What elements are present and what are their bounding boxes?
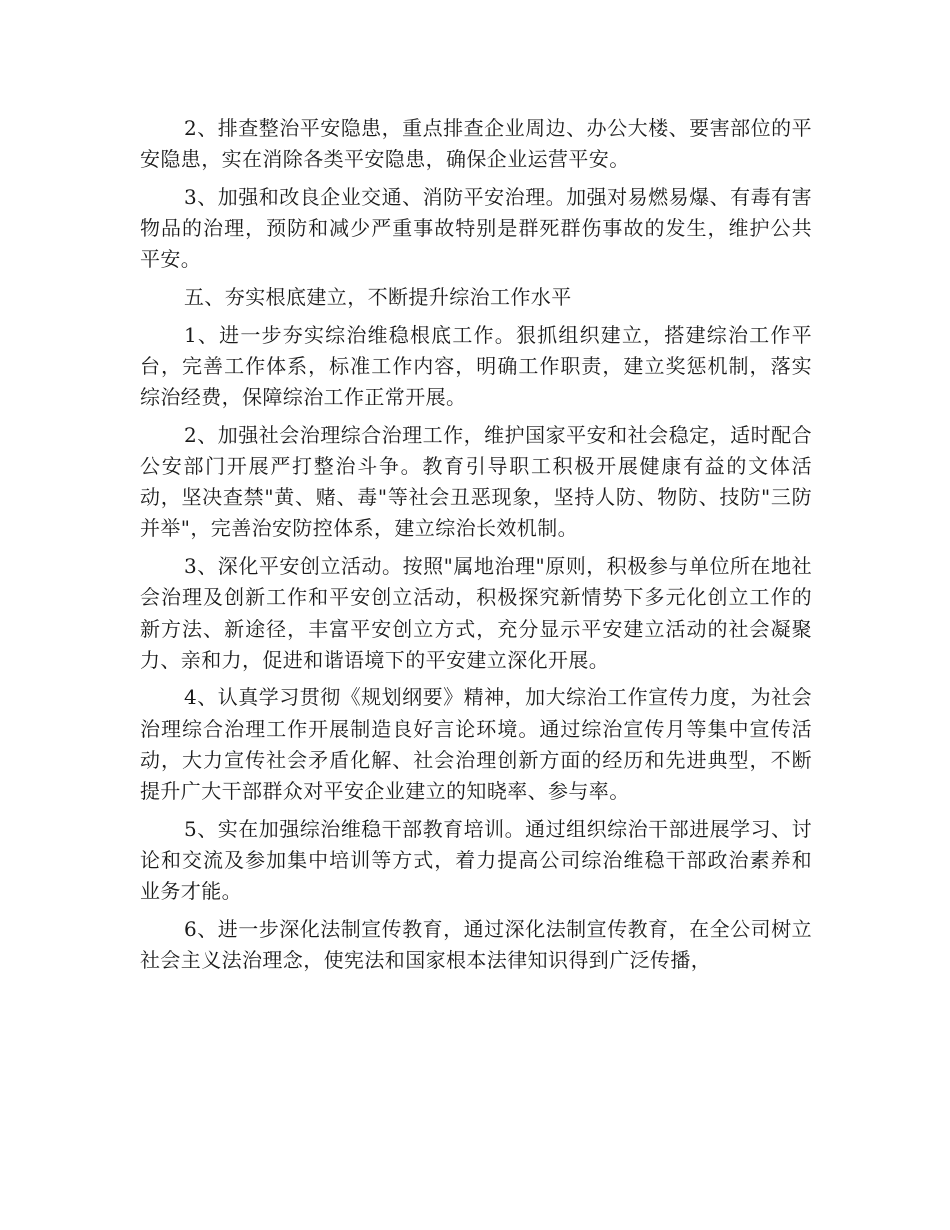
paragraph-item-3-traffic-fire-safety: 3、加强和改良企业交通、消防平安治理。加强对易燃易爆、有毒有害物品的治理，预防和减少严重事故特别是群死群伤事故的发生，维护公共平安。 <box>140 184 812 272</box>
paragraph-item-5-training: 5、实在加强综治维稳干部教育培训。通过组织综治干部进展学习、讨论和交流及参加集中培训等方式，着力提高公司综治维稳干部政治素养和业务才能。 <box>140 816 812 904</box>
paragraph-item-2-social-governance: 2、加强社会治理综合治理工作，维护国家平安和社会稳定，适时配合公安部门开展严打整治斗争。教育引导职工积极开展健康有益的文体活动，坚决查禁"黄、赌、毒"等社会丑恶现象，坚持人防、物防、技防"三防并举"，完善治安防控体系，建立综治长效机制。 <box>140 422 812 541</box>
paragraph-item-4-publicity: 4、认真学习贯彻《规划纲要》精神，加大综治工作宣传力度，为社会治理综合治理工作开展制造良好言论环境。通过综治宣传月等集中宣传活动，大力宣传社会矛盾化解、社会治理创新方面的经历和先进典型，不断提升广大干部群众对平安企业建立的知晓率、参与率。 <box>140 685 812 804</box>
document-page <box>140 113 812 983</box>
paragraph-item-1-foundation-work: 1、进一步夯实综治维稳根底工作。狠抓组织建立，搭建综治工作平台，完善工作体系，标准工作内容，明确工作职责，建立奖惩机制，落实综治经费，保障综治工作正常开展。 <box>140 322 812 410</box>
section-heading-five: 五、夯实根底建立，不断提升综治工作水平 <box>184 285 572 310</box>
paragraph-item-3-safety-creation: 3、深化平安创立活动。按照"属地治理"原则，积极参与单位所在地社会治理及创新工作和平安创立活动，积极探究新情势下多元化创立工作的新方法、新途径，丰富平安创立方式，充分显示平安建立活动的社会凝聚力、亲和力，促进和谐语境下的平安建立深化开展。 <box>140 554 812 672</box>
paragraph-item-2-hazard-check: 2、排查整治平安隐患，重点排查企业周边、办公大楼、要害部位的平安隐患，实在消除各类平安隐患，确保企业运营平安。 <box>140 116 812 172</box>
paragraph-item-6-legal-education: 6、进一步深化法制宣传教育，通过深化法制宣传教育，在全公司树立社会主义法治理念，使宪法和国家根本法律知识得到广泛传播， <box>140 916 812 973</box>
